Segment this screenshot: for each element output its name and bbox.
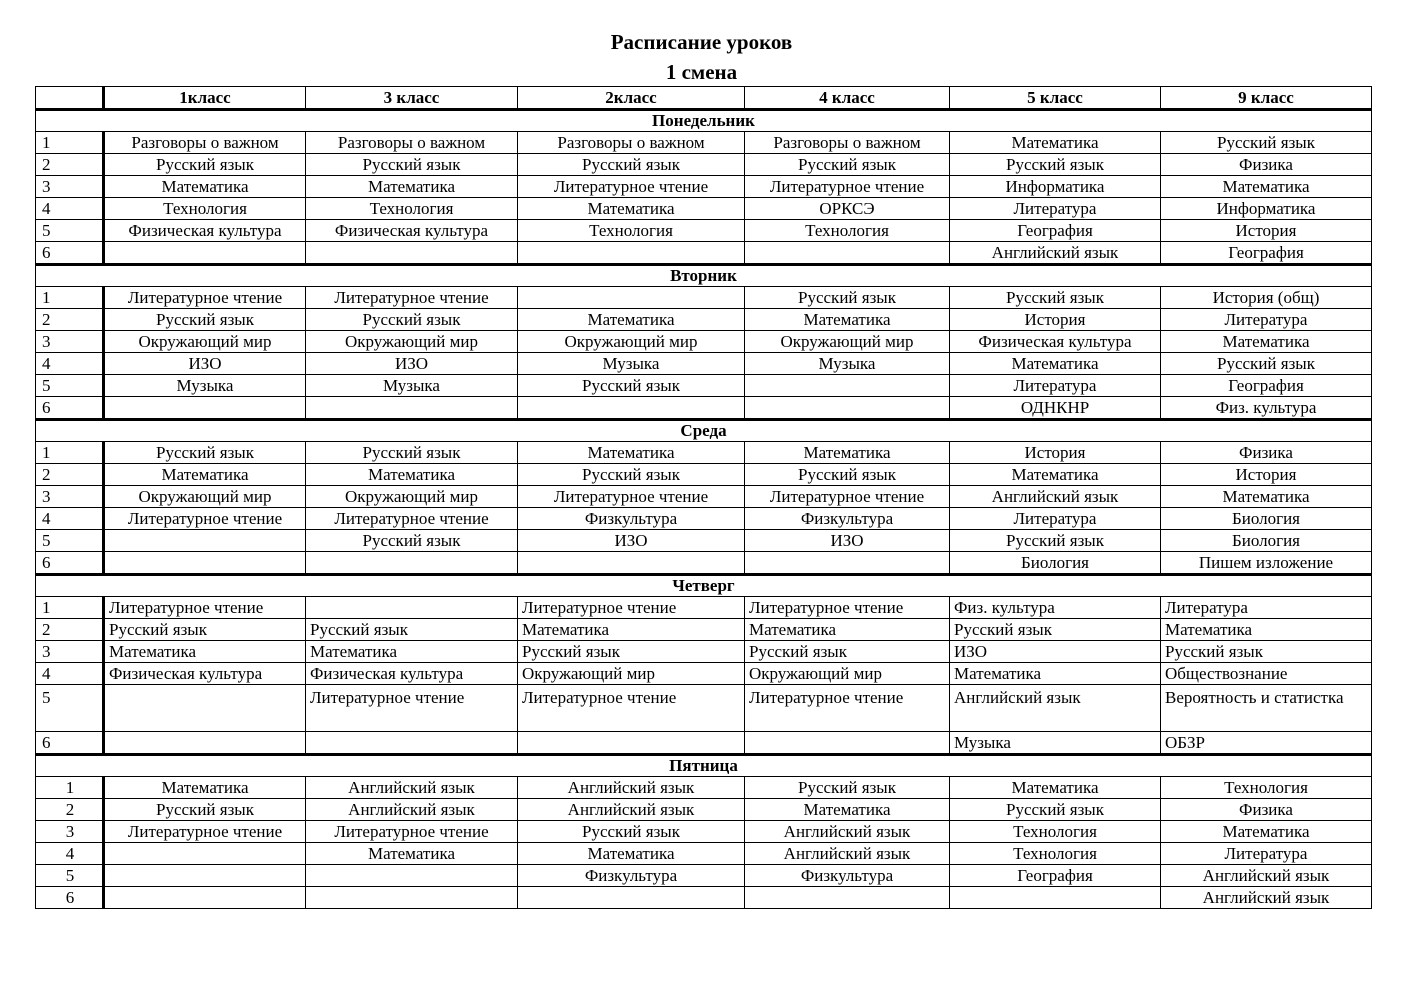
lesson-cell: Физика [1161,154,1372,176]
lesson-cell: Математика [104,777,306,799]
lesson-cell: История [1161,220,1372,242]
lesson-cell: Обществознание [1161,663,1372,685]
lesson-cell: ОРКСЭ [745,198,950,220]
lesson-cell: Пишем изложение [1161,552,1372,575]
lesson-cell: Окружающий мир [104,486,306,508]
lesson-cell: Литературное чтение [306,287,518,309]
lesson-number: 3 [36,486,104,508]
lesson-cell: Окружающий мир [745,331,950,353]
lesson-cell: Литературное чтение [104,287,306,309]
table-row [36,530,1372,552]
lesson-cell: Литературное чтение [518,597,745,619]
class-header: 1класс [104,87,306,110]
lesson-cell: Технология [950,843,1161,865]
lesson-cell [518,732,745,755]
lesson-number: 4 [36,843,104,865]
lesson-cell: Литературное чтение [518,685,745,732]
lesson-cell: Литературное чтение [104,508,306,530]
table-row [36,154,1372,176]
lesson-cell: Русский язык [1161,641,1372,663]
lesson-cell [745,887,950,909]
lesson-cell: Физическая культура [104,663,306,685]
table-row [36,375,1372,397]
lesson-cell: Физ. культура [1161,397,1372,420]
lesson-cell [518,552,745,575]
table-row [36,486,1372,508]
lesson-cell: Физическая культура [104,220,306,242]
lesson-cell: Биология [950,552,1161,575]
lesson-cell: Литературное чтение [745,176,950,198]
lesson-cell: Музыка [104,375,306,397]
lesson-cell [104,732,306,755]
lesson-number: 3 [36,641,104,663]
lesson-cell: ИЗО [104,353,306,375]
lesson-cell: Вероятность и статистка [1161,685,1372,732]
lesson-cell: Русский язык [104,619,306,641]
lesson-number: 3 [36,821,104,843]
lesson-cell: Русский язык [1161,132,1372,154]
lesson-cell: Математика [518,198,745,220]
lesson-cell: Русский язык [745,777,950,799]
lesson-cell: Математика [745,619,950,641]
lesson-cell [104,242,306,265]
lesson-cell [104,843,306,865]
class-header: 2класс [518,87,745,110]
lesson-cell [104,530,306,552]
lesson-cell: ИЗО [745,530,950,552]
lesson-cell: Русский язык [104,154,306,176]
table-row [36,220,1372,242]
lesson-cell: Английский язык [950,685,1161,732]
table-row [36,887,1372,909]
lesson-number: 6 [36,397,104,420]
lesson-cell [306,865,518,887]
lesson-cell [745,242,950,265]
lesson-cell: Литературное чтение [518,486,745,508]
table-row [36,597,1372,619]
day-header-row [36,575,1372,597]
lesson-cell [745,732,950,755]
lesson-number: 4 [36,508,104,530]
lesson-cell: Окружающий мир [104,331,306,353]
lesson-cell: Физкультура [745,865,950,887]
lesson-cell: История [1161,464,1372,486]
lesson-cell: Английский язык [1161,865,1372,887]
lesson-cell [518,887,745,909]
lesson-cell: Русский язык [306,309,518,331]
lesson-cell: Русский язык [518,821,745,843]
lesson-cell: Окружающий мир [518,663,745,685]
lesson-cell [104,397,306,420]
class-header: 4 класс [745,87,950,110]
lesson-cell [306,597,518,619]
lesson-number: 6 [36,552,104,575]
table-row [36,132,1372,154]
lesson-cell: Технология [104,198,306,220]
lesson-number: 6 [36,887,104,909]
table-row [36,865,1372,887]
lesson-cell: Разговоры о важном [306,132,518,154]
day-header-row [36,265,1372,287]
lesson-cell: Математика [518,619,745,641]
lesson-cell: Технология [1161,777,1372,799]
day-name: Понедельник [36,110,1372,132]
lesson-number: 5 [36,220,104,242]
lesson-cell: Технология [745,220,950,242]
lesson-cell: Математика [1161,821,1372,843]
table-row [36,442,1372,464]
lesson-cell: Математика [950,663,1161,685]
day-name: Четверг [36,575,1372,597]
lesson-cell [518,242,745,265]
table-row [36,552,1372,575]
lesson-cell: Английский язык [950,242,1161,265]
lesson-cell: Математика [306,843,518,865]
lesson-cell [306,887,518,909]
lesson-cell: Русский язык [1161,353,1372,375]
table-row [36,309,1372,331]
lesson-cell: География [1161,375,1372,397]
lesson-cell: Русский язык [950,154,1161,176]
table-row [36,176,1372,198]
lesson-cell [306,242,518,265]
lesson-cell [518,397,745,420]
lesson-cell: Физическая культура [306,220,518,242]
lesson-cell: Математика [950,777,1161,799]
lesson-cell [518,287,745,309]
lesson-cell: ОБЗР [1161,732,1372,755]
lesson-cell: Русский язык [518,641,745,663]
lesson-cell: Разговоры о важном [518,132,745,154]
lesson-cell: Русский язык [518,375,745,397]
lesson-number: 2 [36,619,104,641]
lesson-cell: Математика [1161,331,1372,353]
lesson-cell: История [950,442,1161,464]
lesson-number: 1 [36,597,104,619]
table-row [36,663,1372,685]
lesson-cell: Математика [518,442,745,464]
lesson-number: 1 [36,287,104,309]
schedule-table [35,86,1372,909]
lesson-cell [104,685,306,732]
lesson-cell: Окружающий мир [518,331,745,353]
lesson-cell: Технология [518,220,745,242]
lesson-cell: Русский язык [306,619,518,641]
page-title: Расписание уроков [610,30,793,54]
lesson-cell: Английский язык [518,799,745,821]
lesson-cell: Русский язык [518,154,745,176]
lesson-cell: Литературное чтение [745,597,950,619]
lesson-cell: Математика [104,464,306,486]
day-name: Среда [36,420,1372,442]
lesson-cell: Русский язык [950,530,1161,552]
lesson-cell: Английский язык [306,777,518,799]
lesson-cell: Биология [1161,508,1372,530]
lesson-cell: Информатика [950,176,1161,198]
lesson-cell [104,887,306,909]
table-row [36,843,1372,865]
table-row [36,353,1372,375]
lesson-cell: Русский язык [306,530,518,552]
lesson-cell: Литературное чтение [745,486,950,508]
lesson-cell: Русский язык [950,619,1161,641]
lesson-cell: Окружающий мир [306,331,518,353]
table-row [36,287,1372,309]
lesson-cell: Русский язык [104,799,306,821]
lesson-cell [104,865,306,887]
lesson-cell: Математика [950,464,1161,486]
lesson-cell: Разговоры о важном [104,132,306,154]
header-row [36,87,1372,110]
lesson-cell: Окружающий мир [306,486,518,508]
lesson-cell: Английский язык [518,777,745,799]
lesson-number: 5 [36,685,104,732]
lesson-cell: Физика [1161,799,1372,821]
lesson-cell: Русский язык [950,799,1161,821]
lesson-cell: Физика [1161,442,1372,464]
lesson-cell: Музыка [745,353,950,375]
lesson-cell: Музыка [306,375,518,397]
table-row [36,641,1372,663]
lesson-cell: Биология [1161,530,1372,552]
table-row [36,777,1372,799]
lesson-cell: Информатика [1161,198,1372,220]
lesson-cell: Русский язык [306,154,518,176]
lesson-cell: ОДНКНР [950,397,1161,420]
lesson-cell [306,552,518,575]
lesson-cell: ИЗО [950,641,1161,663]
day-header-row [36,420,1372,442]
lesson-number: 5 [36,375,104,397]
table-row [36,331,1372,353]
lesson-cell: Технология [306,198,518,220]
lesson-cell: Литература [1161,309,1372,331]
table-row [36,799,1372,821]
lesson-number: 1 [36,777,104,799]
lesson-cell: География [950,865,1161,887]
table-row [36,685,1372,732]
lesson-cell: Математика [1161,486,1372,508]
lesson-cell: Физическая культура [306,663,518,685]
lesson-cell: Литературное чтение [104,821,306,843]
lesson-cell: Технология [950,821,1161,843]
lesson-number: 6 [36,732,104,755]
lesson-number: 3 [36,331,104,353]
lesson-cell: Литературное чтение [306,685,518,732]
lesson-cell: История (общ) [1161,287,1372,309]
class-header: 3 класс [306,87,518,110]
lesson-cell: Музыка [518,353,745,375]
lesson-cell: Математика [745,799,950,821]
lesson-cell: Русский язык [306,442,518,464]
lesson-cell: География [1161,242,1372,265]
lesson-cell: Литература [950,508,1161,530]
lesson-cell: Английский язык [950,486,1161,508]
lesson-cell: Английский язык [745,843,950,865]
lesson-cell: Литература [1161,843,1372,865]
table-row [36,508,1372,530]
lesson-number: 4 [36,198,104,220]
lesson-cell: Математика [306,641,518,663]
lesson-cell: Литературное чтение [745,685,950,732]
lesson-cell [745,552,950,575]
lesson-number: 1 [36,132,104,154]
class-header: 5 класс [950,87,1161,110]
lesson-cell [104,552,306,575]
lesson-number: 5 [36,865,104,887]
lesson-cell: Математика [104,176,306,198]
lesson-cell: Русский язык [104,442,306,464]
lesson-number: 2 [36,154,104,176]
lesson-cell: Физкультура [518,865,745,887]
lesson-number: 2 [36,799,104,821]
lesson-cell: Русский язык [745,641,950,663]
table-row [36,198,1372,220]
lesson-cell: Окружающий мир [745,663,950,685]
lesson-cell: Физ. культура [950,597,1161,619]
lesson-cell: ИЗО [306,353,518,375]
lesson-cell: Английский язык [1161,887,1372,909]
lesson-cell: Литература [950,198,1161,220]
lesson-cell: Английский язык [306,799,518,821]
lesson-cell: Физическая культура [950,331,1161,353]
lesson-number: 4 [36,663,104,685]
table-row [36,732,1372,755]
lesson-cell: Литературное чтение [104,597,306,619]
lesson-cell: Математика [1161,176,1372,198]
table-row [36,397,1372,420]
lesson-number: 3 [36,176,104,198]
lesson-cell [306,732,518,755]
day-name: Пятница [36,755,1372,777]
day-name: Вторник [36,265,1372,287]
lesson-cell: Литературное чтение [306,821,518,843]
lesson-cell: Физкультура [518,508,745,530]
lesson-cell: Математика [104,641,306,663]
lesson-cell: Литература [1161,597,1372,619]
table-row [36,619,1372,641]
lesson-cell [745,375,950,397]
table-row [36,242,1372,265]
table-row [36,464,1372,486]
lesson-cell: Математика [306,464,518,486]
lesson-number: 5 [36,530,104,552]
page-subtitle: 1 смена [665,60,738,84]
lesson-cell: Литература [950,375,1161,397]
lesson-cell: Русский язык [745,464,950,486]
lesson-cell [950,887,1161,909]
lesson-cell: Математика [518,843,745,865]
lesson-number: 1 [36,442,104,464]
lesson-number: 2 [36,464,104,486]
lesson-number: 2 [36,309,104,331]
lesson-cell: Русский язык [745,287,950,309]
lesson-number: 4 [36,353,104,375]
lesson-cell: Математика [745,442,950,464]
lesson-cell: Физкультура [745,508,950,530]
lesson-cell: Математика [950,353,1161,375]
lesson-cell: Математика [745,309,950,331]
lesson-cell: Математика [950,132,1161,154]
lesson-cell: Русский язык [104,309,306,331]
lesson-cell: Литературное чтение [518,176,745,198]
lesson-cell: Литературное чтение [306,508,518,530]
lesson-cell: Русский язык [745,154,950,176]
table-row [36,821,1372,843]
lesson-cell: География [950,220,1161,242]
lesson-cell: Музыка [950,732,1161,755]
lesson-number: 6 [36,242,104,265]
lesson-cell [745,397,950,420]
lesson-cell [306,397,518,420]
class-header: 9 класс [1161,87,1372,110]
lesson-cell: Математика [518,309,745,331]
lesson-cell: ИЗО [518,530,745,552]
lesson-cell: Русский язык [950,287,1161,309]
header-corner [36,87,104,110]
day-header-row [36,755,1372,777]
lesson-cell: Разговоры о важном [745,132,950,154]
day-header-row [36,110,1372,132]
lesson-cell: Математика [306,176,518,198]
lesson-cell: Русский язык [518,464,745,486]
lesson-cell: Английский язык [745,821,950,843]
lesson-cell: Математика [1161,619,1372,641]
lesson-cell: История [950,309,1161,331]
